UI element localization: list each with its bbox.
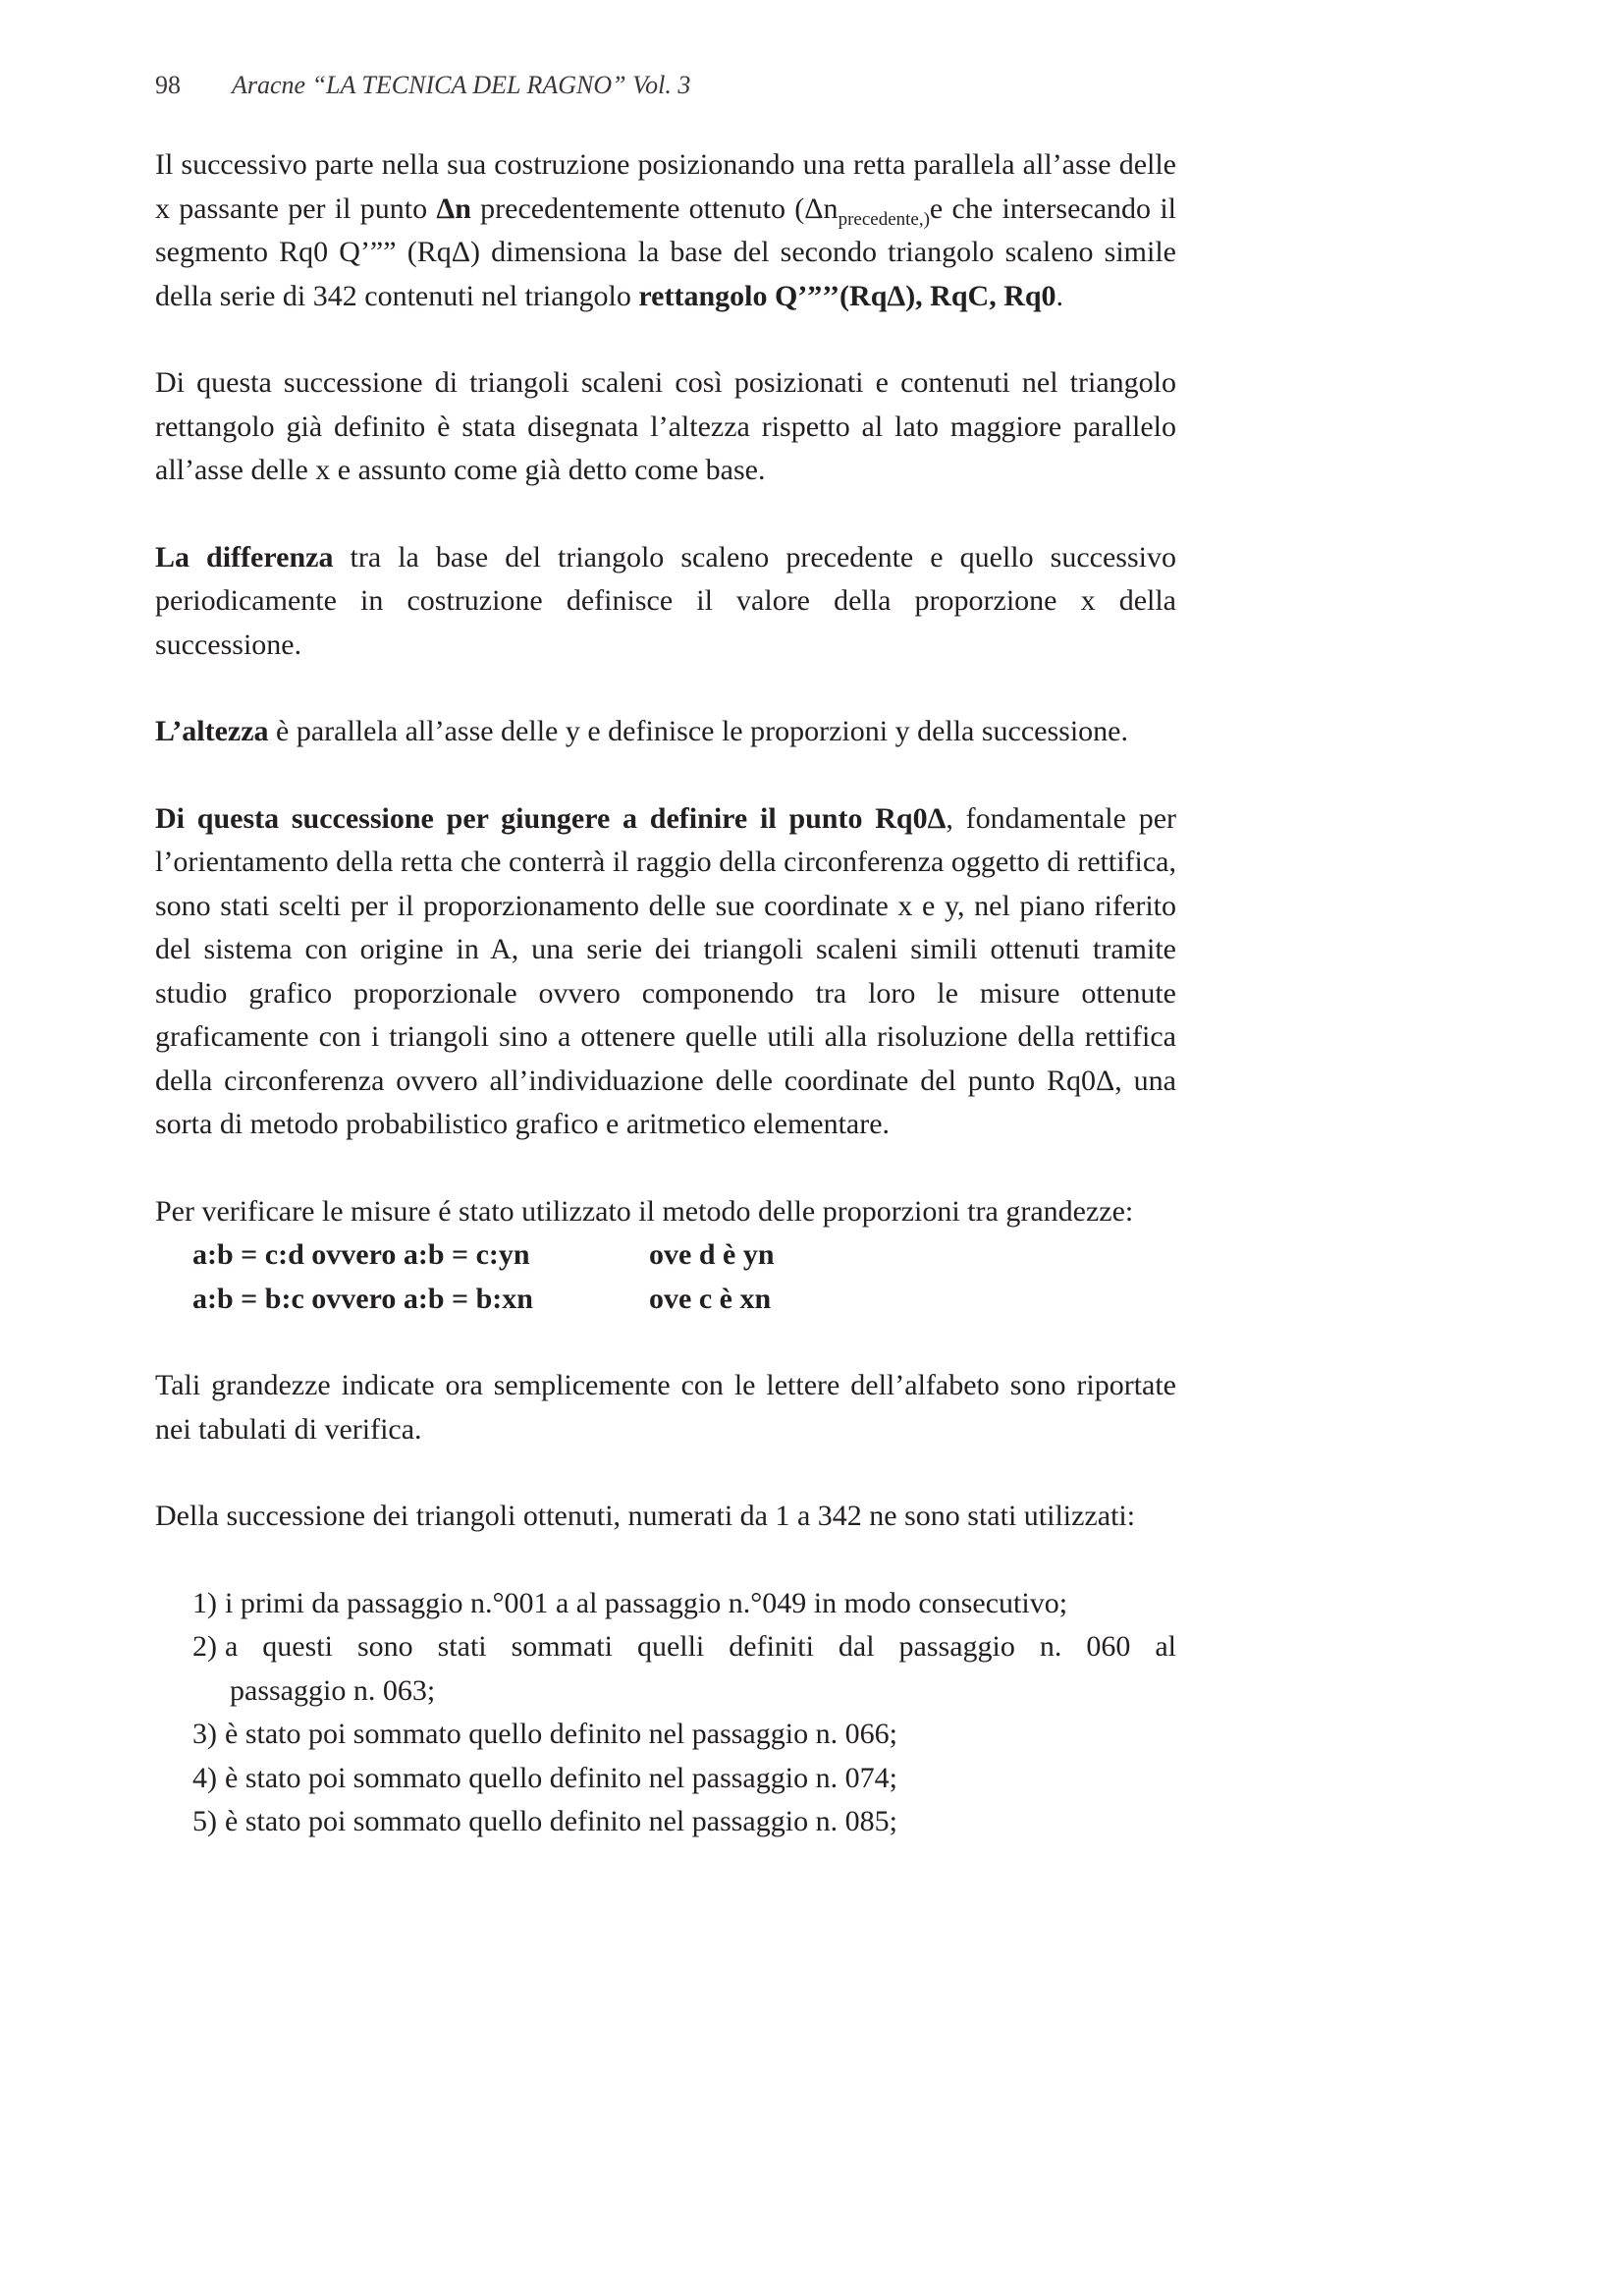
formula-left: a:b = b:c ovvero a:b = b:xn <box>192 1282 533 1315</box>
formula-row <box>192 1233 1176 1278</box>
list-number: 4) <box>192 1761 217 1794</box>
paragraph-6: Per verificare le misure é stato utilizzato il metodo delle proporzioni tra grandezze: <box>155 1194 1134 1228</box>
paragraph-5 <box>155 797 1176 1147</box>
list-item <box>192 1713 1176 1757</box>
paragraph-2: Di questa successione di triangoli scaleni così posizionati e contenuti nel triangolo rettangolo già definito è stata disegnata l’altezza rispetto al lato maggiore parallelo all’asse delle x e assunto come già detto come base. <box>155 366 1176 486</box>
page-number: 98 <box>155 71 181 99</box>
formula-left: a:b = c:d ovvero a:b = c:yn <box>192 1238 530 1271</box>
formula-right: ove c è xn <box>649 1282 772 1315</box>
bold-term: Di questa successione per giungere a definire il punto Rq0Δ <box>155 801 947 835</box>
bold-term: Δn <box>436 191 471 225</box>
list-text: a questi sono stati sommati quelli definiti dal passaggio n. 060 al <box>225 1630 1176 1663</box>
bold-term: L’altezza <box>155 715 269 747</box>
list-item <box>192 1757 1176 1801</box>
running-header <box>155 71 690 100</box>
list-text: è stato poi sommato quello definito nel passaggio n. 074; <box>225 1761 897 1794</box>
list-text: è stato poi sommato quello definito nel passaggio n. 066; <box>225 1718 897 1750</box>
paragraph-3 <box>155 536 1176 668</box>
list-text: i primi da passaggio n.°001 a al passaggio n.°049 in modo consecutivo; <box>225 1586 1068 1619</box>
formula-right: ove d è yn <box>649 1238 775 1271</box>
paragraph-7: Tali grandezze indicate ora semplicemente con le lettere dell’alfabeto sono riportate nei tabulati di verifica. <box>155 1369 1176 1446</box>
list-text: è stato poi sommato quello definito nel passaggio n. 085; <box>225 1805 897 1837</box>
list-text-continuation: passaggio n. 063; <box>230 1673 436 1707</box>
list-number: 5) <box>192 1805 217 1837</box>
list-number: 2) <box>192 1630 217 1663</box>
list-item <box>192 1582 1176 1626</box>
list-item <box>192 1625 1176 1669</box>
list-number: 1) <box>192 1586 217 1619</box>
text-run: . <box>1056 279 1064 312</box>
numbered-list <box>155 1582 1176 1844</box>
text-run: Il successivo parte nella sua costruzione posizionando una retta parallela all’asse delle x passante per il punto <box>155 148 1176 225</box>
subscript: precedente,) <box>838 208 930 230</box>
text-run: e che intersecando il segmento Rq0 Q’”” (RqΔ) dimensiona la base del secondo triangolo scaleno simile della serie di 342 contenuti nel triangolo <box>155 191 1176 312</box>
text-run: precedentemente ottenuto (Δn <box>470 191 839 225</box>
proportion-formulas <box>155 1233 1176 1321</box>
bold-term: La differenza <box>155 540 334 574</box>
text-run: tra la base del triangolo scaleno precedente e quello successivo periodicamente in costruzione definisce il valore della proporzione x della successione. <box>155 540 1176 661</box>
list-number: 3) <box>192 1718 217 1750</box>
formula-row <box>192 1278 1176 1322</box>
running-title: Aracne “LA TECNICA DEL RAGNO” Vol. 3 <box>232 71 691 99</box>
text-run: , fondamentale per l’orientamento della retta che conterrà il raggio della circonferenza oggetto di rettifica, sono stati scelti per il proporzionamento delle sue coordinate x e y, nel piano riferito del sistema con origine in A, una serie dei triangoli scaleni simili ottenuti tramite studio grafico proporzionale ovvero componendo tra loro le misure ottenute graficamente con i triangoli sino a ottenere quelle utili alla risoluzione della rettifica della circonferenza ovvero all’individuazione delle coordinate del punto Rq0Δ, una sorta di metodo probabilistico grafico e aritmetico elementare. <box>155 801 1176 1140</box>
paragraph-1 <box>155 143 1176 318</box>
text-run: è parallela all’asse delle y e definisce le proporzioni y della successione. <box>268 715 1128 747</box>
list-item <box>192 1800 1176 1844</box>
paragraph-4 <box>155 710 1176 754</box>
bold-term: rettangolo Q’”’’(RqΔ), RqC, Rq0 <box>638 279 1056 312</box>
paragraph-8: Della successione dei triangoli ottenuti, numerati da 1 a 342 ne sono stati utilizzati: <box>155 1500 1136 1532</box>
page-body <box>155 143 1176 1844</box>
